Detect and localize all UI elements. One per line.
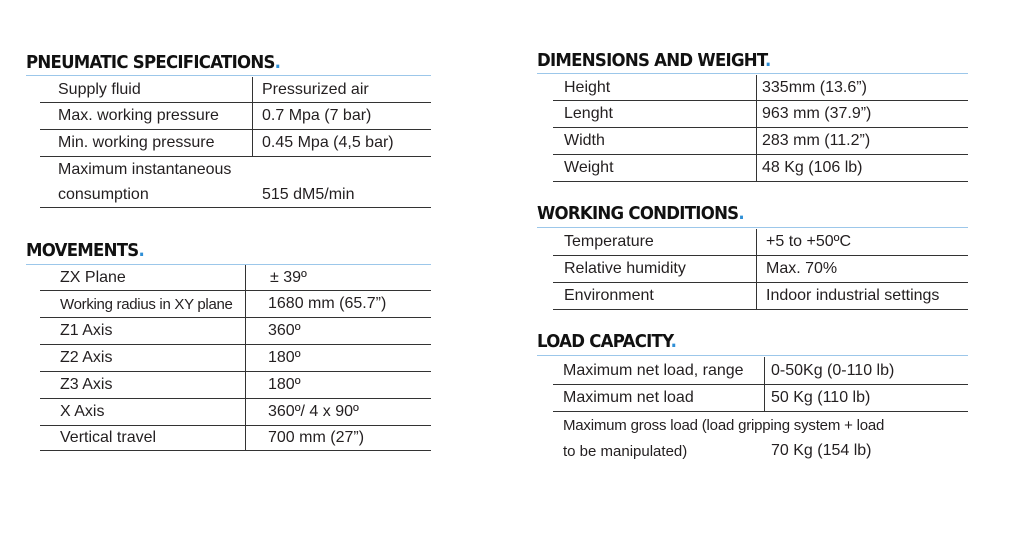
row-label: Height	[564, 78, 611, 96]
table-row	[553, 357, 968, 385]
row-value: 515 dM5/min	[262, 185, 355, 203]
working-title: WORKING CONDITIONS	[537, 203, 739, 224]
row-label: Maximum gross load (load gripping system + load	[563, 416, 885, 434]
pneumatic-title: PNEUMATIC SPECIFICATIONS	[26, 52, 275, 73]
row-value: Indoor industrial settings	[766, 287, 940, 304]
row-value: 70 Kg (154 lb)	[771, 442, 872, 459]
movements-title: MOVEMENTS	[26, 240, 139, 261]
table-row	[40, 372, 431, 399]
load-heading: LOAD CAPACITY.	[537, 331, 677, 352]
load-table	[553, 357, 968, 465]
table-row	[40, 130, 431, 157]
row-label: Environment	[564, 287, 654, 304]
row-value: Pressurized air	[262, 80, 369, 98]
table-row	[40, 318, 431, 345]
table-row	[553, 256, 968, 283]
dimensions-title: DIMENSIONS AND WEIGHT	[537, 50, 765, 71]
working-rule	[537, 227, 968, 228]
row-value: +5 to +50ºC	[766, 233, 852, 250]
row-label: to be manipulated)	[563, 442, 688, 460]
row-value: 360º/ 4 x 90º	[268, 403, 359, 420]
pneumatic-heading: PNEUMATIC SPECIFICATIONS.	[26, 52, 281, 73]
row-value: 963 mm (37.9”)	[762, 105, 872, 122]
table-row	[40, 77, 431, 103]
row-label: consumption	[58, 185, 149, 203]
row-value: 335mm (13.6”)	[762, 78, 867, 96]
row-label: Working radius in XY plane	[60, 295, 233, 313]
row-value: 700 mm (27”)	[268, 429, 365, 446]
row-value: 283 mm (11.2”)	[762, 132, 871, 149]
row-value: 0-50Kg (0-110 lb)	[771, 361, 895, 379]
table-row	[40, 399, 431, 426]
dimensions-heading: DIMENSIONS AND WEIGHT.	[537, 50, 771, 71]
row-label: Maximum net load, range	[563, 361, 744, 379]
row-label: Temperature	[564, 233, 654, 250]
table-row	[40, 265, 431, 291]
row-value: 48 Kg (106 lb)	[762, 159, 863, 176]
working-heading: WORKING CONDITIONS.	[537, 203, 744, 224]
table-row	[40, 291, 431, 318]
row-value: 0.45 Mpa (4,5 bar)	[262, 134, 394, 151]
row-value: 1680 mm (65.7”)	[268, 295, 387, 312]
row-label: X Axis	[60, 403, 105, 420]
table-row	[553, 385, 968, 412]
row-value: 360º	[268, 322, 301, 339]
row-label: Weight	[564, 159, 614, 176]
row-value: ± 39º	[270, 268, 307, 286]
working-table	[553, 229, 968, 309]
pneumatic-rule	[26, 75, 431, 76]
row-label: Maximum net load	[563, 389, 694, 406]
row-label: Maximum instantaneous	[58, 160, 232, 178]
row-value: 180º	[268, 376, 301, 393]
table-row	[553, 283, 968, 310]
dimensions-table	[553, 75, 968, 182]
table-row	[40, 157, 431, 182]
table-row	[553, 101, 968, 128]
table-row	[553, 75, 968, 101]
row-label: Width	[564, 132, 605, 149]
row-label: Relative humidity	[564, 260, 686, 277]
table-row	[553, 128, 968, 155]
table-row	[40, 103, 431, 130]
row-label: Max. working pressure	[58, 107, 219, 124]
table-row	[553, 438, 968, 464]
load-title: LOAD CAPACITY	[537, 331, 671, 352]
row-label: ZX Plane	[60, 268, 126, 286]
row-label: Vertical travel	[60, 429, 157, 446]
table-row	[40, 345, 431, 372]
row-label: Z1 Axis	[60, 322, 113, 339]
table-row	[40, 182, 431, 208]
movements-heading: MOVEMENTS.	[26, 240, 145, 261]
table-row	[40, 426, 431, 451]
row-value: 50 Kg (110 lb)	[771, 389, 871, 406]
row-label: Z2 Axis	[60, 349, 113, 366]
row-value: 0.7 Mpa (7 bar)	[262, 107, 372, 124]
row-value: Max. 70%	[766, 260, 838, 277]
row-label: Lenght	[564, 105, 613, 122]
row-label: Z3 Axis	[60, 376, 113, 393]
row-label: Min. working pressure	[58, 134, 215, 151]
load-rule	[537, 355, 968, 356]
row-label: Supply fluid	[58, 80, 141, 98]
table-row	[553, 229, 968, 256]
pneumatic-table	[40, 77, 431, 208]
table-row	[553, 155, 968, 182]
row-value: 180º	[268, 349, 301, 366]
movements-table	[40, 265, 431, 450]
table-row	[553, 412, 968, 438]
dimensions-rule	[537, 73, 968, 74]
